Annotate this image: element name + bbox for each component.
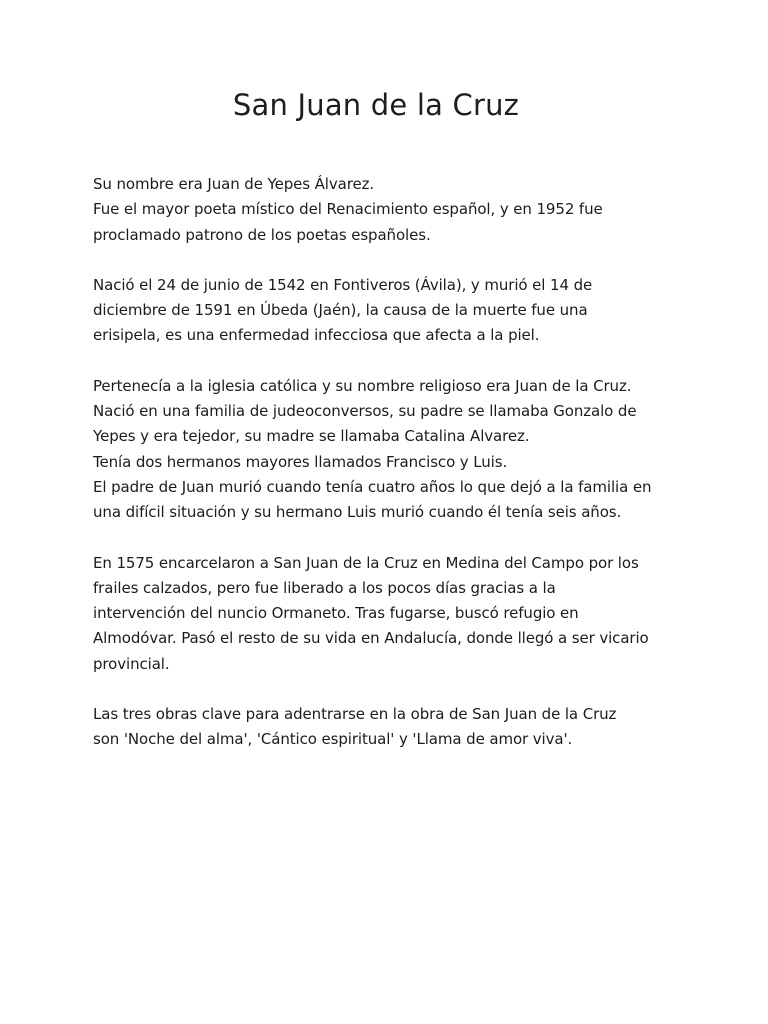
text-line: Fue el mayor poeta místico del Renacimiento español, y en 1952 fue — [93, 200, 603, 219]
text-line: Almodóvar. Pasó el resto de su vida en Andalucía, donde llegó a ser vicario — [93, 629, 649, 648]
text-line: Pertenecía a la iglesia católica y su nombre religioso era Juan de la Cruz. — [93, 376, 632, 395]
text-line: Yepes y era tejedor, su madre se llamaba Catalina Alvarez. — [93, 427, 530, 446]
text-line: una difícil situación y su hermano Luis murió cuando él tenía seis años. — [93, 503, 622, 522]
paragraph-birth-death — [93, 273, 693, 349]
text-line: diciembre de 1591 en Úbeda (Jaén), la causa de la muerte fue una — [93, 301, 588, 320]
document-body — [93, 172, 693, 778]
text-line: Su nombre era Juan de Yepes Álvarez. — [93, 175, 375, 193]
text-line: frailes calzados, pero fue liberado a los pocos días gracias a la — [93, 578, 556, 597]
text-line: son 'Noche del alma', 'Cántico espiritual' y 'Llama de amor viva'. — [93, 730, 573, 749]
text-line: intervención del nuncio Ormaneto. Tras fugarse, buscó refugio en — [93, 604, 579, 623]
paragraph-family — [93, 374, 693, 526]
paragraph-name — [93, 172, 693, 248]
paragraph-works — [93, 702, 693, 753]
text-line: Las tres obras clave para adentrarse en la obra de San Juan de la Cruz — [93, 705, 617, 724]
text-line: erisipela, es una enfermedad infecciosa que afecta a la piel. — [93, 326, 540, 345]
text-line: provincial. — [93, 654, 170, 673]
text-line: Nació el 24 de junio de 1542 en Fontiveros (Ávila), y murió el 14 de — [93, 275, 593, 294]
text-line: En 1575 encarcelaron a San Juan de la Cruz en Medina del Campo por los — [93, 553, 639, 572]
text-line: Tenía dos hermanos mayores llamados Francisco y Luis. — [93, 452, 508, 471]
text-line: El padre de Juan murió cuando tenía cuatro años lo que dejó a la familia en — [93, 477, 652, 496]
text-line: proclamado patrono de los poetas españoles. — [93, 225, 431, 244]
text-line: Nació en una familia de judeoconversos, su padre se llamaba Gonzalo de — [93, 402, 637, 421]
document-title: San Juan de la Cruz — [232, 88, 520, 122]
paragraph-imprisonment — [93, 551, 693, 677]
